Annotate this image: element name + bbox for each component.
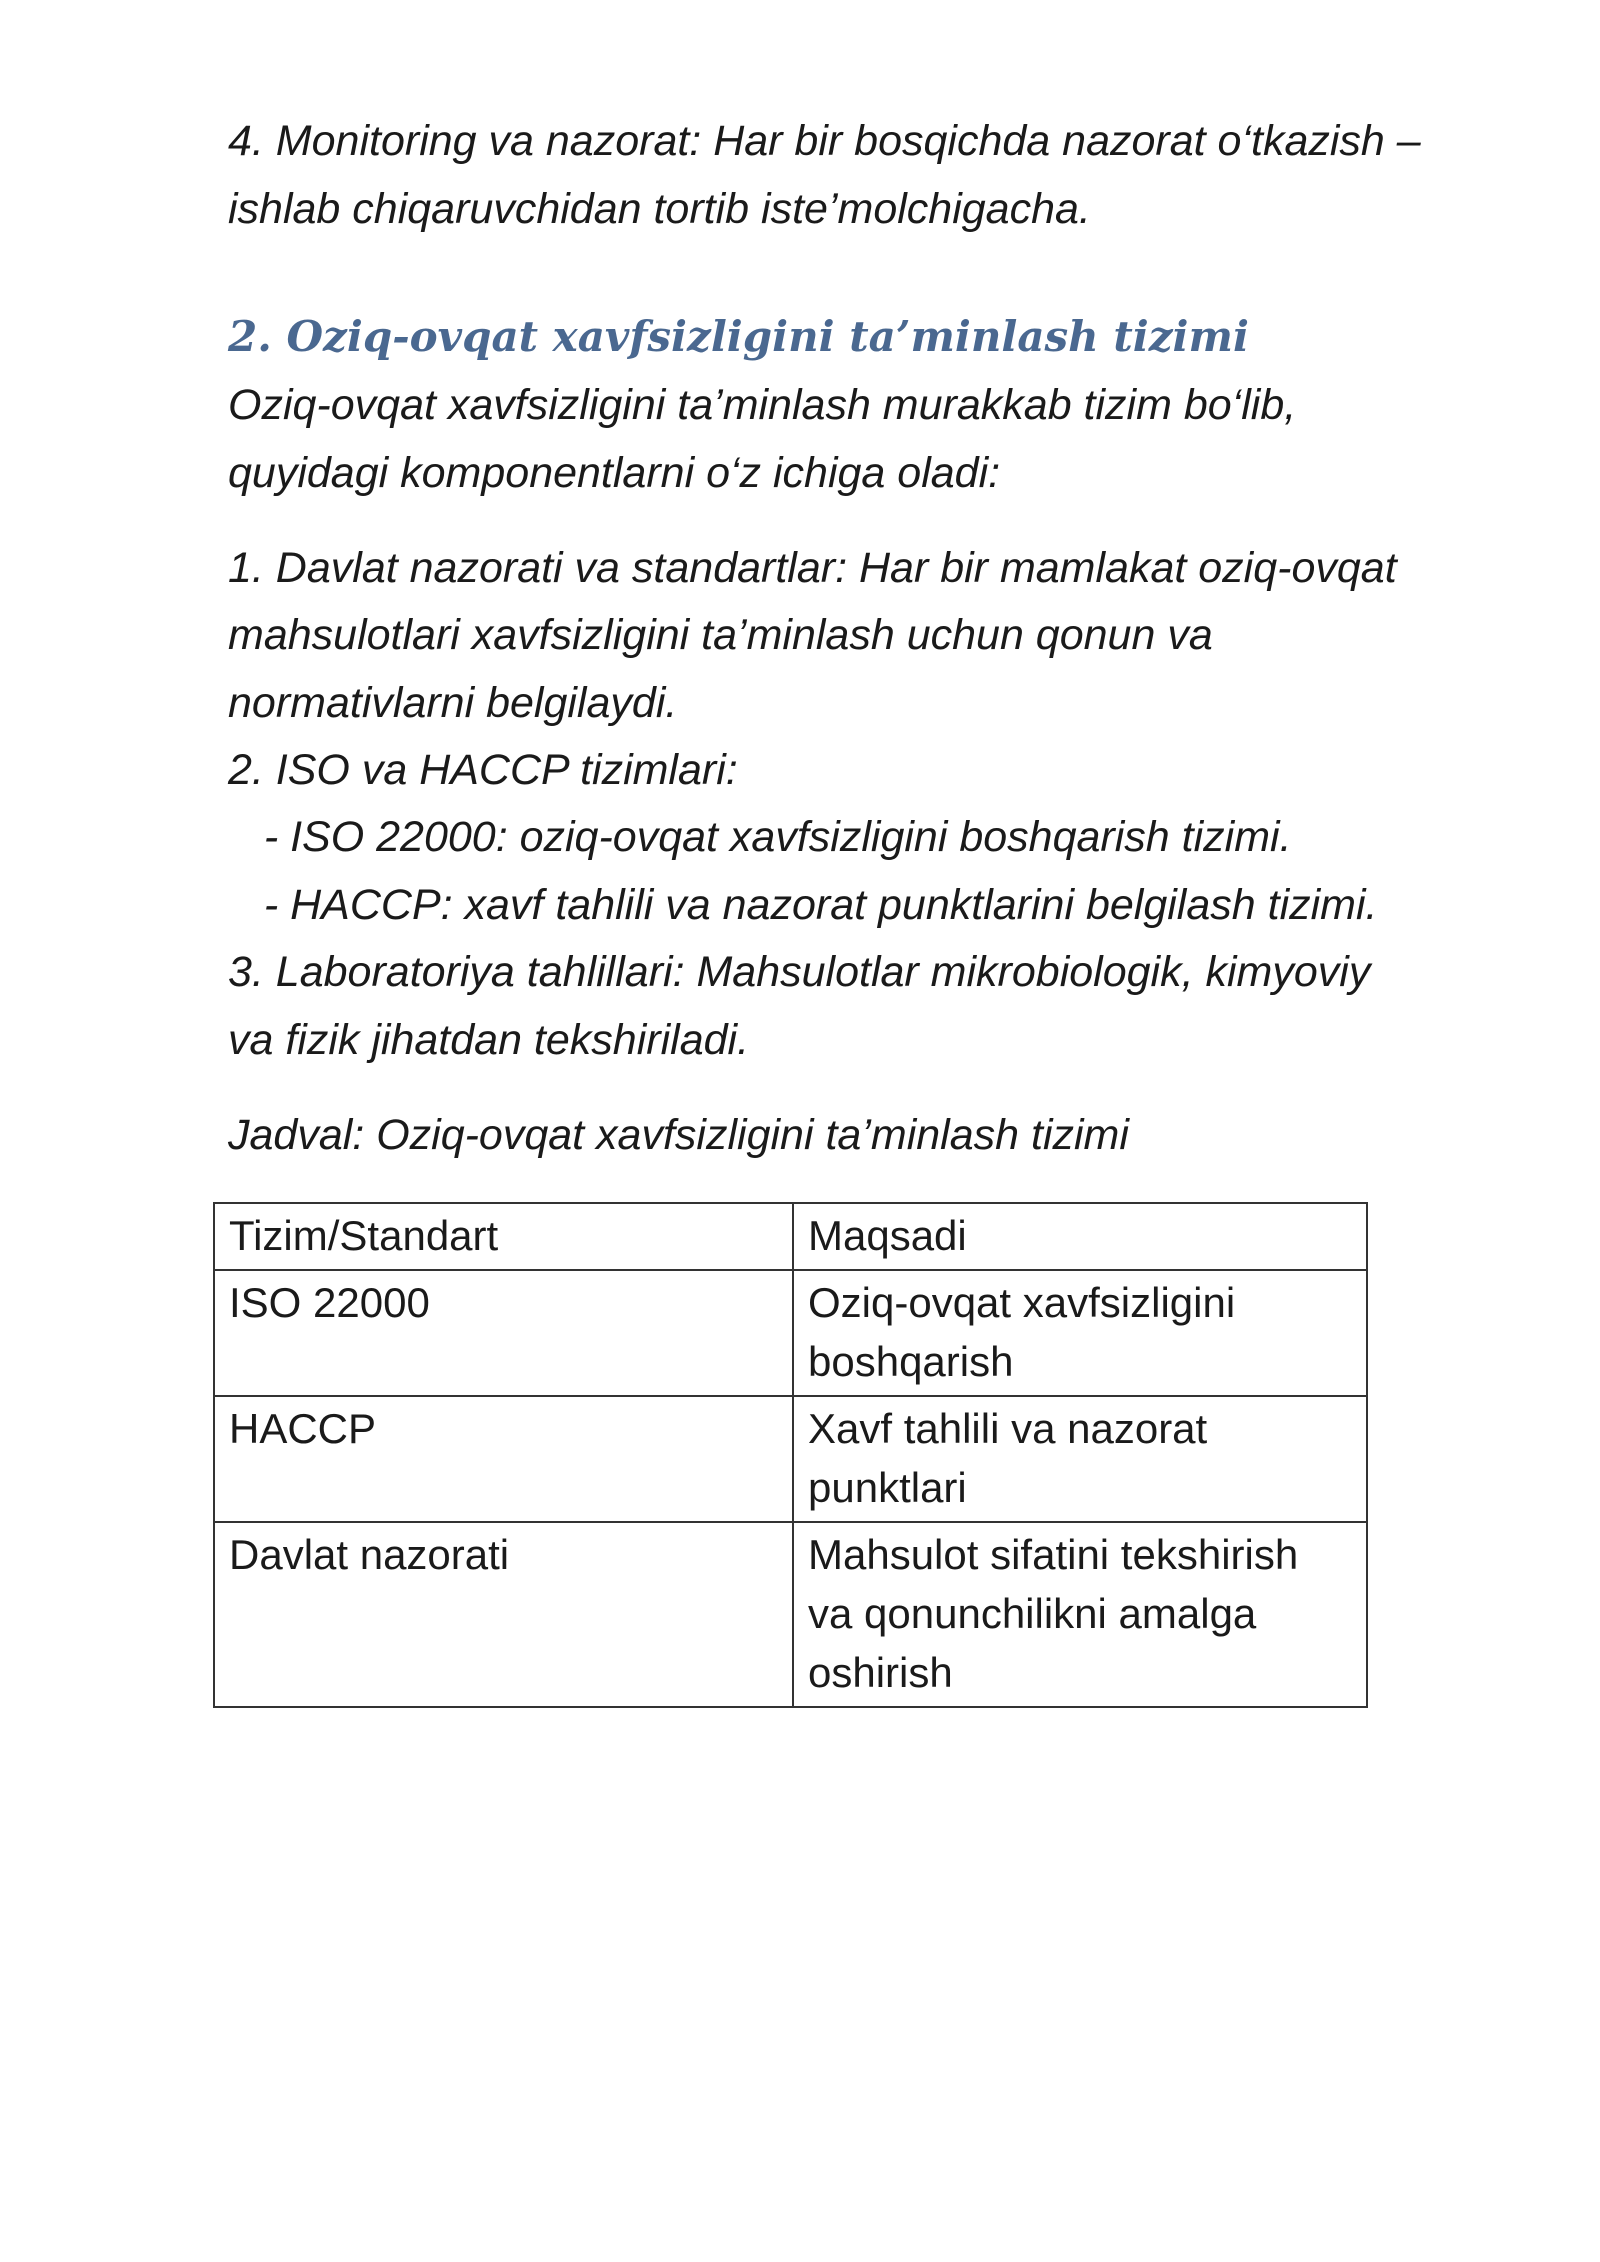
table-header-cell: Tizim/Standart	[214, 1203, 793, 1270]
table-row	[214, 1396, 1367, 1522]
table-header-row	[214, 1203, 1367, 1270]
section-intro-line-2: quyidagi komponentlarni o‘z ichiga oladi:	[228, 449, 1001, 497]
component-line-1: 1. Davlat nazorati va standartlar: Har bir mamlakat oziq-ovqat	[228, 544, 1397, 592]
table-cell: Davlat nazorati	[214, 1522, 793, 1707]
table-caption: Jadval: Oziq-ovqat xavfsizligini ta’minlash tizimi	[228, 1111, 1129, 1159]
component-line-6: - HACCP: xavf tahlili va nazorat punktlarini belgilash tizimi.	[228, 881, 1378, 929]
section-heading: 2. Oziq-ovqat xavfsizligini ta’minlash tizimi	[228, 312, 1249, 361]
table-cell: Oziq-ovqat xavfsizligini boshqarish	[793, 1270, 1367, 1396]
table-cell: ISO 22000	[214, 1270, 793, 1396]
table-header-cell: Maqsadi	[793, 1203, 1367, 1270]
table-row	[214, 1270, 1367, 1396]
table-cell: HACCP	[214, 1396, 793, 1522]
component-line-4: 2. ISO va HACCP tizimlari:	[228, 746, 738, 794]
table-cell: Xavf tahlili va nazorat punktlari	[793, 1396, 1367, 1522]
table-cell: Mahsulot sifatini tekshirish va qonunchilikni amalga oshirish	[793, 1522, 1367, 1707]
component-line-2: mahsulotlari xavfsizligini ta’minlash uchun qonun va	[228, 611, 1213, 659]
section-intro-line-1: Oziq-ovqat xavfsizligini ta’minlash murakkab tizim bo‘lib,	[228, 381, 1297, 429]
list-item-4-line-2: ishlab chiqaruvchidan tortib iste’molchigacha.	[228, 185, 1091, 233]
list-item-4-line-1: 4. Monitoring va nazorat: Har bir bosqichda nazorat o‘tkazish –	[228, 117, 1421, 165]
table-row	[214, 1522, 1367, 1707]
component-line-5: - ISO 22000: oziq-ovqat xavfsizligini boshqarish tizimi.	[228, 813, 1292, 861]
component-line-7: 3. Laboratoriya tahlillari: Mahsulotlar mikrobiologik, kimyoviy	[228, 948, 1371, 996]
component-line-8: va fizik jihatdan tekshiriladi.	[228, 1016, 750, 1064]
component-line-3: normativlarni belgilaydi.	[228, 679, 678, 727]
safety-systems-table	[213, 1202, 1368, 1708]
